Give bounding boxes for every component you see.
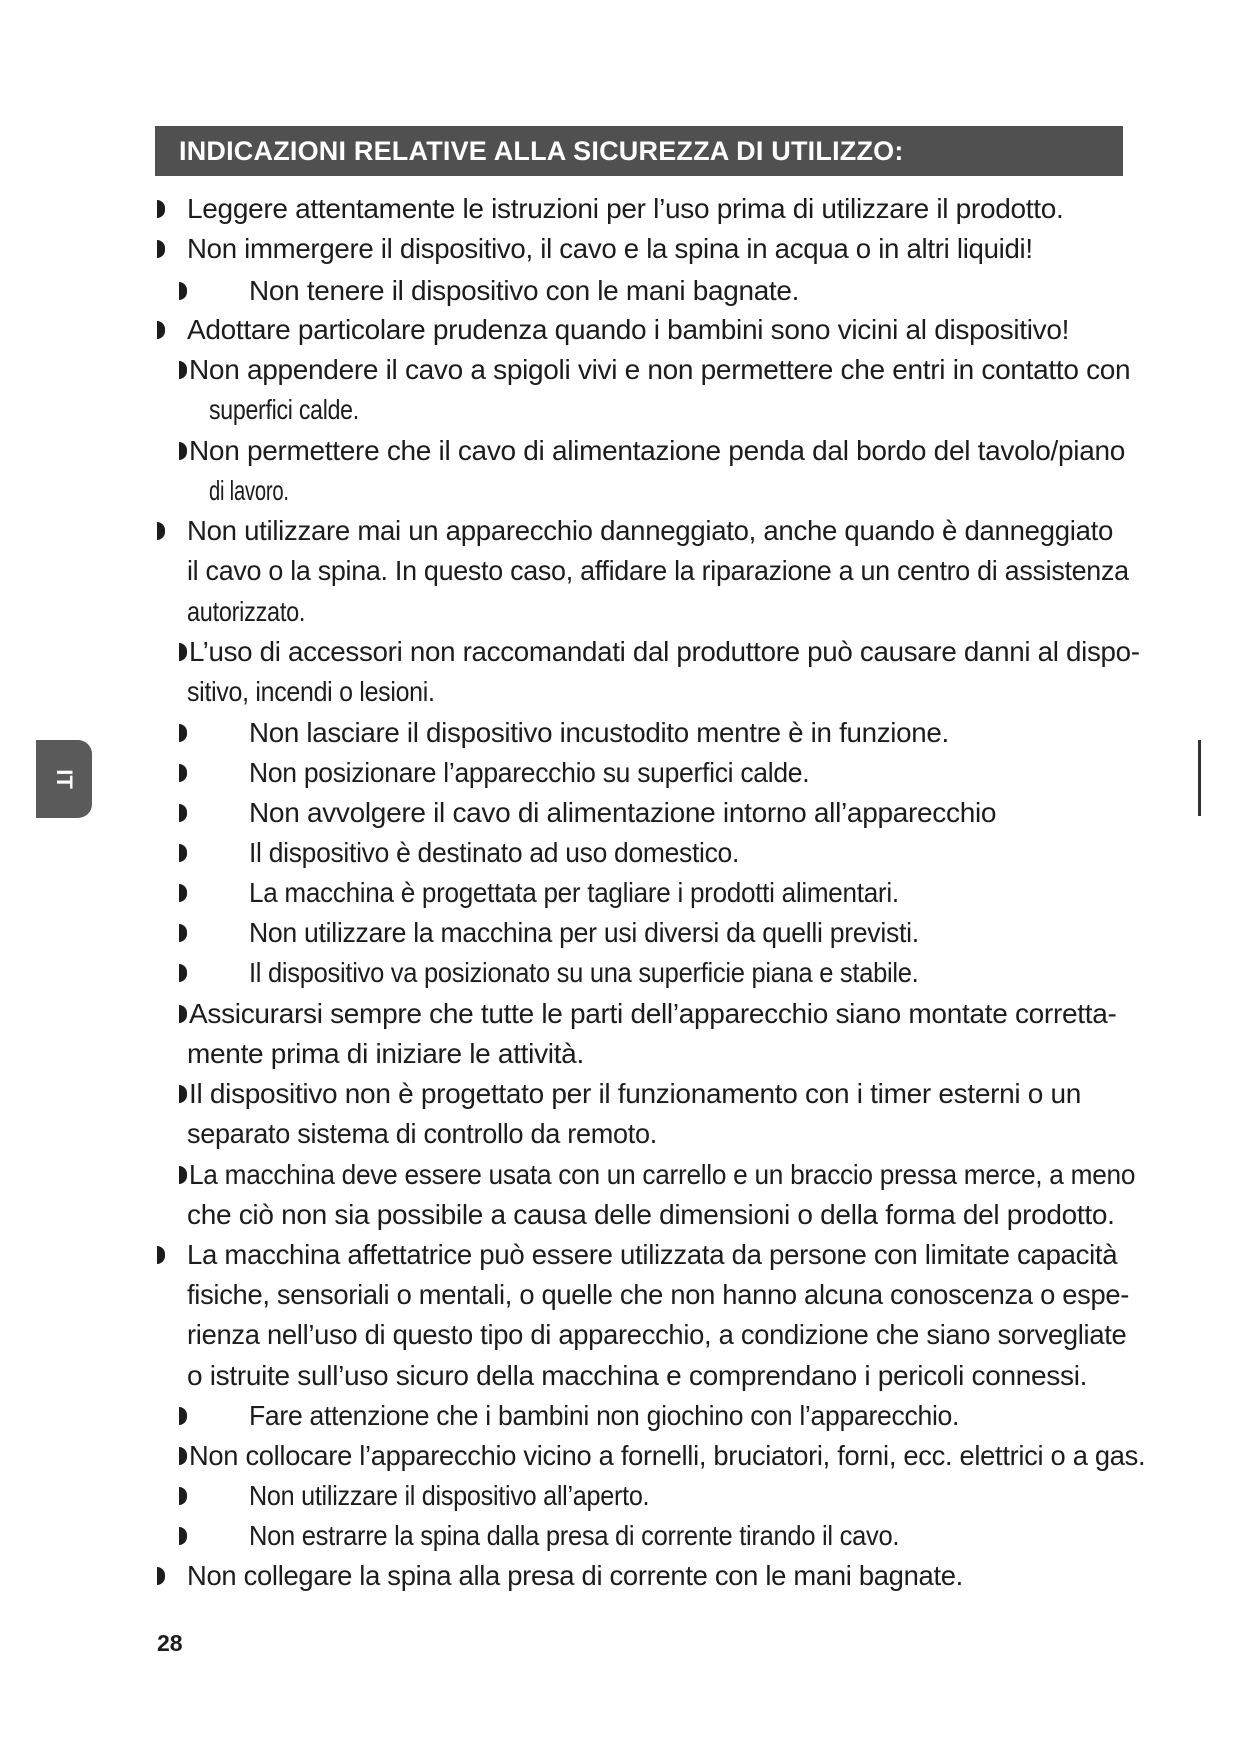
bullet-icon <box>179 643 187 661</box>
bullet-icon <box>179 442 187 460</box>
bullet-icon <box>179 1085 187 1103</box>
bullet-icon <box>179 1447 187 1465</box>
list-item-text: rienza nell’uso di questo tipo di apparecchio, a condizione che siano sorvegliate <box>187 1319 1127 1350</box>
list-item-text: fisiche, sensoriali o mentali, o quelle che non hanno alcuna conoscenza o espe- <box>187 1279 1130 1310</box>
list-item-text: di lavoro. <box>209 475 289 506</box>
bullet-icon <box>179 1005 187 1023</box>
list-item-text: separato sistema di controllo da remoto. <box>187 1118 657 1149</box>
list-item-text: Non utilizzare il dispositivo all’aperto. <box>249 1480 650 1511</box>
list-item-text: Non lasciare il dispositivo incustodito mentre è in funzione. <box>249 717 949 748</box>
list-item-text: che ciò non sia possibile a causa delle dimensioni o della forma del prodotto. <box>187 1199 1115 1230</box>
bullet-icon <box>157 321 165 339</box>
bullet-icon <box>179 1407 187 1425</box>
section-header <box>155 126 1123 176</box>
bullet-icon <box>179 1487 187 1505</box>
list-item-text: L’uso di accessori non raccomandati dal produttore può causare danni al dispo- <box>189 636 1140 667</box>
list-item-text: Non permettere che il cavo di alimentazione penda dal bordo del tavolo/piano <box>189 435 1126 466</box>
margin-marker <box>1198 740 1201 816</box>
list-item-text: La macchina affettatrice può essere utilizzata da persone con limitate capacità <box>187 1239 1118 1270</box>
list-item-text: Non tenere il dispositivo con le mani bagnate. <box>249 275 800 306</box>
list-item-text: o istruite sull’uso sicuro della macchina e comprendano i pericoli connessi. <box>187 1360 1088 1391</box>
bullet-icon <box>157 522 165 540</box>
bullet-icon <box>157 240 165 258</box>
bullet-icon <box>157 200 165 218</box>
list-item-text: Non estrarre la spina dalla presa di corrente tirando il cavo. <box>249 1520 900 1551</box>
list-item-text: Il dispositivo non è progettato per il funzionamento con i timer esterni o un <box>189 1078 1082 1109</box>
bullet-icon <box>157 1567 165 1585</box>
bullet-icon <box>157 1246 165 1264</box>
bullet-icon <box>179 361 187 379</box>
list-item-text: mente prima di iniziare le attività. <box>187 1038 584 1069</box>
bullet-icon <box>179 1527 187 1545</box>
list-item-text: La macchina deve essere usata con un carrello e un braccio pressa merce, a meno <box>189 1159 1136 1190</box>
language-tab-label: IT <box>52 769 77 789</box>
list-item-text: Non collocare l’apparecchio vicino a fornelli, bruciatori, forni, ecc. elettrici o a gas. <box>189 1440 1146 1471</box>
section-title: INDICAZIONI RELATIVE ALLA SICUREZZA DI UTILIZZO: <box>179 135 904 166</box>
list-item-text: il cavo o la spina. In questo caso, affidare la riparazione a un centro di assistenza <box>187 555 1129 586</box>
list-item-text: autorizzato. <box>187 596 306 627</box>
bullet-icon <box>179 724 187 742</box>
list-item-text: Fare attenzione che i bambini non giochino con l’apparecchio. <box>249 1400 960 1431</box>
bullet-icon <box>179 764 187 782</box>
language-tab <box>36 740 92 818</box>
bullet-icon <box>179 844 187 862</box>
bullet-icon <box>179 1166 187 1184</box>
list-item-text: Non collegare la spina alla presa di corrente con le mani bagnate. <box>187 1560 963 1591</box>
list-item-text: Non avvolgere il cavo di alimentazione intorno all’apparecchio <box>249 797 997 828</box>
list-item-text: Non utilizzare la macchina per usi diversi da quelli previsti. <box>249 917 919 948</box>
list-item-text: sitivo, incendi o lesioni. <box>187 676 435 707</box>
bullet-icon <box>179 282 187 300</box>
list-item-text: Adottare particolare prudenza quando i bambini sono vicini al dispositivo! <box>187 314 1070 345</box>
bullet-icon <box>179 924 187 942</box>
list-item-text: La macchina è progettata per tagliare i prodotti alimentari. <box>249 877 899 908</box>
list-item-text: Leggere attentamente le istruzioni per l’uso prima di utilizzare il prodotto. <box>187 193 1064 224</box>
list-item-text: Il dispositivo va posizionato su una superficie piana e stabile. <box>249 957 919 988</box>
list-item-text: Il dispositivo è destinato ad uso domestico. <box>249 837 740 868</box>
list-item-text: Non immergere il dispositivo, il cavo e la spina in acqua o in altri liquidi! <box>187 233 1033 264</box>
list-item-text: Non posizionare l’apparecchio su superfici calde. <box>249 757 810 788</box>
page-number: 28 <box>157 1630 183 1656</box>
bullet-icon <box>179 964 187 982</box>
bullet-icon <box>179 884 187 902</box>
bullet-icon <box>179 804 187 822</box>
list-item-text: Assicurarsi sempre che tutte le parti dell’apparecchio siano montate corretta- <box>189 998 1117 1029</box>
list-item-text: superfici calde. <box>209 394 359 425</box>
list-item-text: Non appendere il cavo a spigoli vivi e non permettere che entri in contatto con <box>189 354 1131 385</box>
list-item-text: Non utilizzare mai un apparecchio danneggiato, anche quando è danneggiato <box>187 515 1114 546</box>
